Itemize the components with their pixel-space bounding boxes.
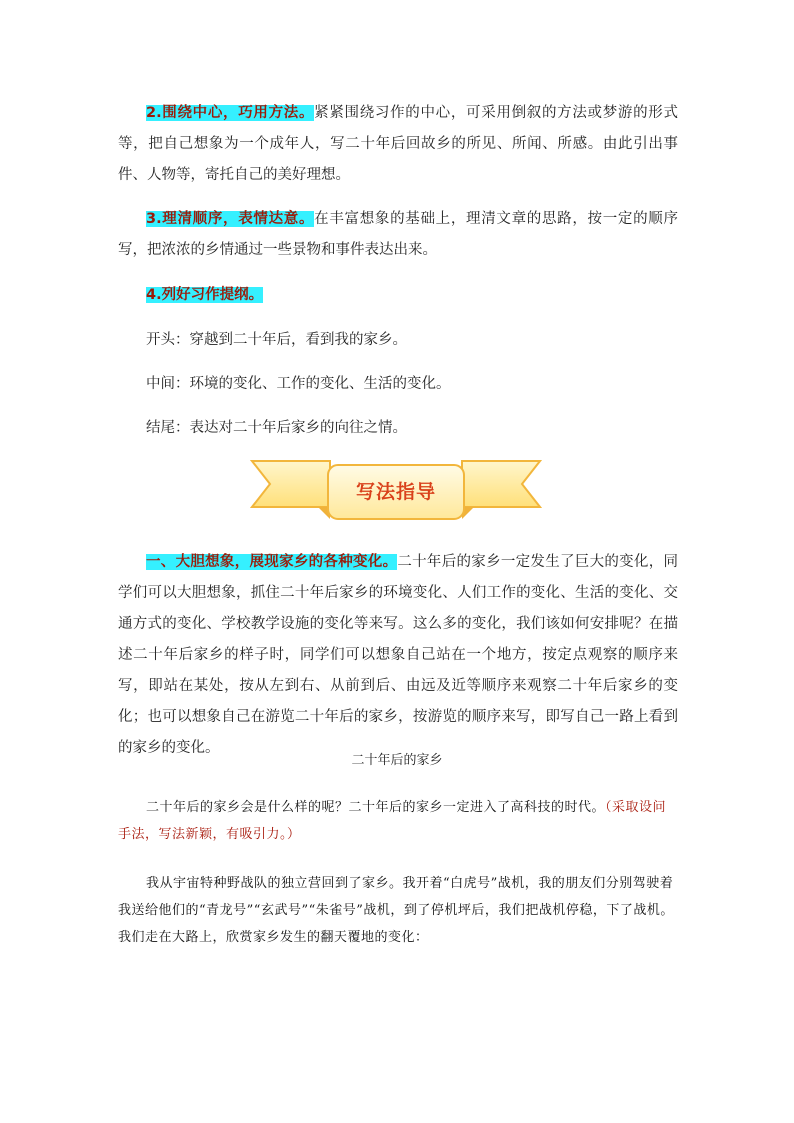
paragraph-text: 二十年后的家乡一定发生了巨大的变化，同学们可以大胆想象，抓住二十年后家乡的环境变化、人们工作的变化、生活的变化、交通方式的变化、学校教学设施的变化等来写。这么多的变化，我们该如何安排呢？在描述二十年后家乡的样子时，同学们可以想象自己站在一个地方，按定点观察的顺序来写，即站在某处，按从左到右、从前到后、由远及近等顺序来观察二十年后家乡的变化；也可以想象自己在游览二十年后的家乡，按游览的顺序来写，即写自己一路上看到的家乡的变化。: [118, 554, 679, 756]
banner-label: 写法指导: [355, 480, 436, 503]
guide-paragraph-1: [118, 547, 678, 764]
method-paragraph-4: [118, 280, 678, 311]
essay-paragraph-2: 我从宇宙特种野战队的独立营回到了家乡。我开着“白虎号”战机，我的朋友们分别驾驶着我送给他们的“青龙号”“玄武号”“朱雀号”战机，到了停机坪后，我们把战机停稳，下了战机。我们走在大路上，欣赏家乡发生的翻天覆地的变化：: [118, 876, 674, 945]
paragraph-text: 紧紧围绕习作的中心，可采用倒叙的方法或梦游的形式等，把自己想象为一个成年人，写二十年后回故乡的所见、所闻、所感。由此引出事件、人物等，寄托自己的美好理想。: [118, 105, 678, 183]
method-paragraph-3: [118, 204, 678, 266]
paragraph-heading: 4.列好习作提纲。: [146, 287, 264, 303]
essay-annotation: （采取设问手法，写法新颖，有吸引力。）: [118, 800, 667, 842]
method-paragraph-2: [118, 98, 678, 191]
outline-middle: 中间：环境的变化、工作的变化、生活的变化。: [146, 376, 451, 392]
essay-paragraph-1: [118, 794, 678, 848]
paragraph-text: 在丰富想象的基础上，理清文章的思路，按一定的顺序写，把浓浓的乡情通过一些景物和事件表达出来。: [118, 211, 678, 258]
paragraph-heading: 2.围绕中心，巧用方法。: [146, 105, 315, 121]
paragraph-heading: 一、大胆想象，展现家乡的各种变化。: [146, 554, 398, 570]
essay-title: 二十年后的家乡: [351, 753, 443, 768]
outline-ending: 结尾：表达对二十年后家乡的向往之情。: [146, 420, 407, 436]
essay-text: 二十年后的家乡会是什么样的呢？二十年后的家乡一定进入了高科技的时代。: [146, 800, 606, 815]
section-banner: [250, 457, 542, 523]
paragraph-heading: 3.理清顺序，表情达意。: [146, 211, 315, 227]
outline-opening: 开头：穿越到二十年后，看到我的家乡。: [146, 332, 407, 348]
